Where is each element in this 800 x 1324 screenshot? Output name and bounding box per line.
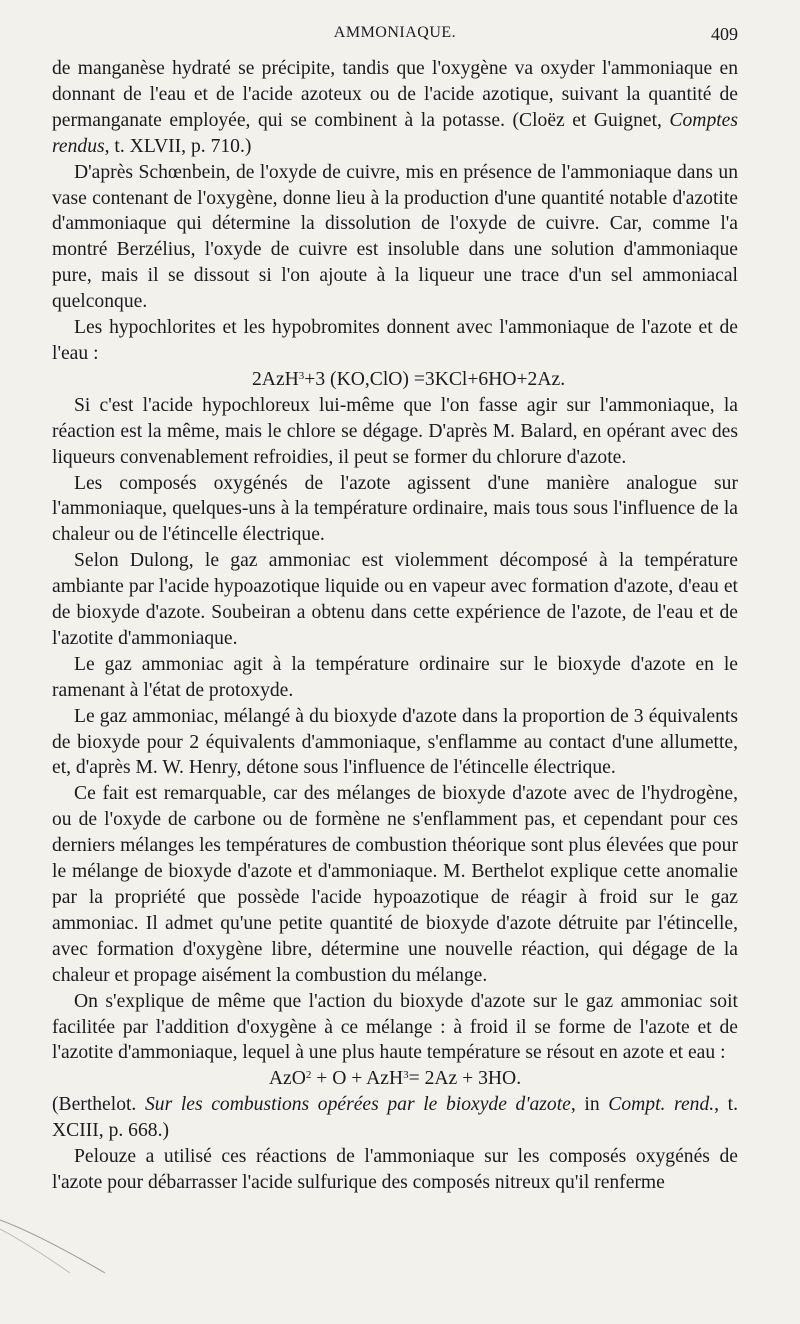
paragraph-9: Ce fait est remarquable, car des mélanges de bioxyde d'azote avec de l'hydrogène, ou de l'oxyde de carbone ou de formène ne s'enflamment pas, et cependant pour ces derniers mélanges les températures de combustion théorique sont plus élevées que pour le mélange de bioxyde d'azote et d'ammoniaque. M. Berthelot explique cette anomalie par la propriété que possède l'acide hypoazotique de réagir à froid sur le gaz ammoniac. Il admet qu'une petite quantité de bioxyde d'azote détruite par l'étincelle, avec formation d'oxygène libre, détermine une nouvelle réaction, qui dégage de la chaleur et propage aisément la combustion du mélange. [52, 783, 738, 986]
paragraph-10: On s'explique de même que l'action du bioxyde d'azote sur le gaz ammoniac soit facilitée par l'addition d'oxygène à ce mélange : à froid il se forme de l'azote et de l'azotite d'ammoniaque, lequel à une plus haute température se résout en azote et eau : [52, 990, 738, 1064]
paragraph-1 [52, 56, 738, 160]
paragraph-1-text: de manganèse hydraté se précipite, tandis que l'oxygène va oxyder l'ammoniaque en donnant de l'eau et de l'acide azoteux ou de l'acide azotique, suivant la quantité de permanganate employée, qui se combinent à la potasse. (Cloëz et Guignet, [52, 58, 738, 131]
paragraph-6: Selon Dulong, le gaz ammoniac est violemment décomposé à la température ambiante par l'acide hypoazotique liquide ou en vapeur avec formation d'azote, d'eau et de bioxyde d'azote. Soubeiran a obtenu dans cette expérience de l'azote, de l'eau et de l'azotite d'ammoniaque. [52, 550, 738, 649]
paragraph-4: Si c'est l'acide hypochloreux lui-même que l'on fasse agir sur l'ammoniaque, la réaction est la même, mais le chlore se dégage. D'après M. Balard, en opérant avec des liqueurs convenablement refroidies, il peut se former du chlorure d'azote. [52, 394, 738, 468]
reference-title-berthelot: Sur les combustions opérées par le bioxyde d'azote [144, 1094, 571, 1116]
reference-title: Comptes rendus [52, 109, 738, 157]
page-corner-mark [0, 1215, 110, 1275]
paragraph-7: Le gaz ammoniac agit à la température ordinaire sur le bioxyde d'azote en le ramenant à l'état de protoxyde. [52, 653, 738, 701]
paragraph-11: (Berthelot. Sur les combustions opérées par le bioxyde d'azote, in Compt. rend., t. XCIII, p. 668.) [52, 1094, 739, 1142]
equation-hypochlorite: 2AzH$^3$+3 (KO,ClO) =3KCl+6HO+2Az. [252, 368, 566, 390]
paragraph-3: Les hypochlorites et les hypobromites donnent avec l'ammoniaque de l'azote et de l'eau : [52, 317, 738, 364]
running-title: AMMONIAQUE. [333, 24, 457, 41]
equation-bioxyde: AzO$^2$ + O + AzH$^3$= 2Az + 3HO. [268, 1068, 522, 1090]
paragraph-2: D'après Schœnbein, de l'oxyde de cuivre, mis en présence de l'ammoniaque dans un vase contenant de l'oxygène, donne lieu à la production d'une quantité notable d'azotite d'ammoniaque qui détermine la dissolution de l'oxyde de cuivre. Car, comme l'a montré Berzélius, l'oxyde de cuivre est insoluble dans une solution d'ammoniaque pure, mais il se dissout si l'on ajoute à la liqueur une trace d'un sel ammoniacal quelconque. [52, 161, 738, 313]
page-header [52, 22, 738, 50]
body-text [52, 56, 738, 1196]
paragraph-8: Le gaz ammoniac, mélangé à du bioxyde d'azote dans la proportion de 3 équivalents de bioxyde pour 2 équivalents d'ammoniaque, s'enflamme au contact d'une allumette, et, d'après M. W. Henry, détone sous l'influence de l'étincelle électrique. [52, 705, 738, 779]
paragraph-5: Les composés oxygénés de l'azote agissent d'une manière analogue sur l'ammoniaque, quelques-uns à la température ordinaire, mais tous sous l'influence de la chaleur ou de l'étincelle électrique. [52, 472, 738, 546]
reference-citation: , t. XLVII, p. 710.) [104, 135, 252, 157]
paragraph-12: Pelouze a utilisé ces réactions de l'ammoniaque sur les composés oxygénés de l'azote pour débarrasser l'acide sulfurique des composés nitreux qu'il renferme [52, 1146, 738, 1193]
reference-journal: Compt. rend. [608, 1094, 715, 1116]
page-number: 409 [711, 24, 738, 44]
